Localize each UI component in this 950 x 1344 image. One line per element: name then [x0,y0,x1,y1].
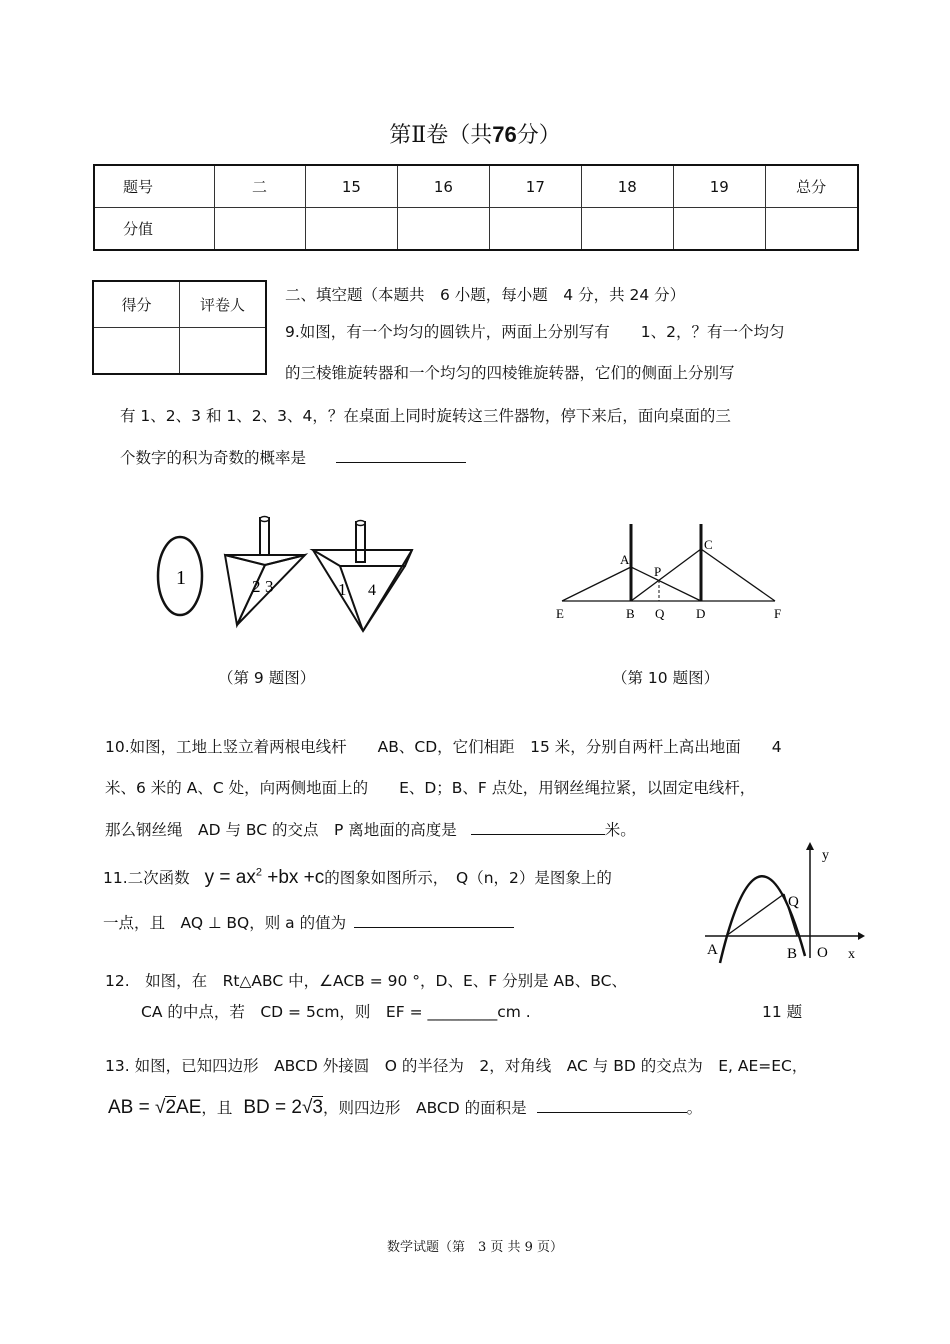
score-table [93,164,859,251]
label-o: O [817,945,828,961]
q11-line-1: 11.二次函数 $y = ax^2 +bx +c$的图象如图所示， Q（n，2）是图象上的 [103,866,612,888]
label-A: A [620,552,630,567]
label-E: E [556,606,564,621]
grader-name-cell [180,328,267,375]
score-cell [674,208,766,251]
label-a: A [707,942,718,958]
sqrt2-expression: √2 [155,1097,177,1118]
quad-label-a: 1 [338,580,347,599]
page-footer: 数学试题（第 3 页 共 9 页） [386,1240,564,1255]
q9-line-4: 个数字的积为奇数的概率是 [120,446,466,468]
score-table-value-row [94,208,858,251]
q11-figure [700,838,870,968]
label-B: B [626,606,635,621]
q10-line-2: 米、6 米的 A、C 处，向两侧地面上的 E、D；B、F 点处，用钢丝绳拉紧，以固定电线杆， [105,779,756,797]
q13-line-2: AB = √2AE，且 BD = 2√3，则四边形 ABCD 的面积是 。 [108,1097,703,1118]
q10-line-3: 那么钢丝绳 AD 与 BC 的交点 P 离地面的高度是 米。 [105,821,636,839]
score-cell [490,208,582,251]
label-D: D [696,606,706,621]
q11-line-2: 一点，且 AQ ⊥ BQ，则 a 的值为 [103,911,514,933]
label-F: F [774,606,782,621]
grader-name-label: 评卷人 [180,281,267,328]
label-C: C [704,537,713,552]
q10-line-1: 10.如图，工地上竖立着两根电线杆 AB、CD，它们相距 15 米，分别自两杆上高出地面 4 [105,738,782,756]
label-y: y [822,848,829,863]
q10-figure [550,518,795,628]
q9-answer-blank [336,462,466,463]
score-table-header-cell: 总分 [766,165,858,208]
q10-answer-blank [471,834,605,835]
q9-line-3: 有 1、2、3 和 1、2、3、4，？在桌面上同时旋转这三件器物，停下来后，面向桌面的三 [120,407,731,425]
grader-score-label: 得分 [93,281,180,328]
label-Q: Q [655,606,665,621]
q11-answer-blank [354,927,514,928]
section-heading: 二、填空题（本题共 6 小题，每小题 4 分，共 24 分） [285,286,686,304]
page-title: 第Ⅱ卷（共76分） [389,122,561,148]
q11-formula: $y = ax^2 +bx +c$ [204,866,325,888]
q13-answer-blank [537,1112,687,1113]
q9-figure [150,510,420,635]
score-table-header-cell: 题号 [94,165,214,208]
q12-line-1: 12. 如图，在 Rt△ABC 中，∠ACB = 90 °，D、E、F 分别是 AB、BC、 [105,972,627,990]
quad-spinner-handle [356,522,365,562]
label-P: P [654,564,662,579]
score-cell [766,208,858,251]
score-table-header-cell: 15 [306,165,398,208]
label-q: Q [788,894,799,910]
score-table-row-label: 分值 [94,208,214,251]
tri-spinner-handle [260,518,269,560]
score-table-header-cell: 17 [490,165,582,208]
q9-figure-caption: （第 9 题图） [218,669,316,687]
sqrt3-expression: √3 [301,1097,323,1118]
label-x: x [848,947,855,962]
score-cell [582,208,674,251]
q11-figure-caption: 11 题 [762,1003,803,1021]
score-table-header-cell: 16 [398,165,490,208]
score-table-header-cell: 18 [582,165,674,208]
q13-line-1: 13. 如图，已知四边形 ABCD 外接圆 O 的半径为 2，对角线 AC 与 BD 的交点为 E, AE=EC， [105,1057,808,1075]
score-cell [398,208,490,251]
score-table-header-cell: 二 [214,165,306,208]
score-table-header-cell: 19 [674,165,766,208]
q9-line-1: 9.如图，有一个均匀的圆铁片，两面上分别写有 1、2，？有一个均匀 [285,323,785,341]
score-cell [306,208,398,251]
grader-table [92,280,267,375]
score-table-header-row [94,165,858,208]
tri-label-a: 2 [252,577,261,596]
q9-line-2: 的三棱锥旋转器和一个均匀的四棱锥旋转器，它们的侧面上分别写 [285,364,735,382]
disk-label: 1 [176,567,186,589]
q12-line-2: CA 的中点，若 CD = 5cm，则 EF = _________cm . [141,1003,531,1021]
quad-label-b: 4 [368,582,376,599]
q10-figure-caption: （第 10 题图） [612,669,720,687]
tri-label-b: 3 [265,577,274,596]
label-b: B [787,946,798,962]
score-cell [214,208,306,251]
grader-score-cell [93,328,180,375]
